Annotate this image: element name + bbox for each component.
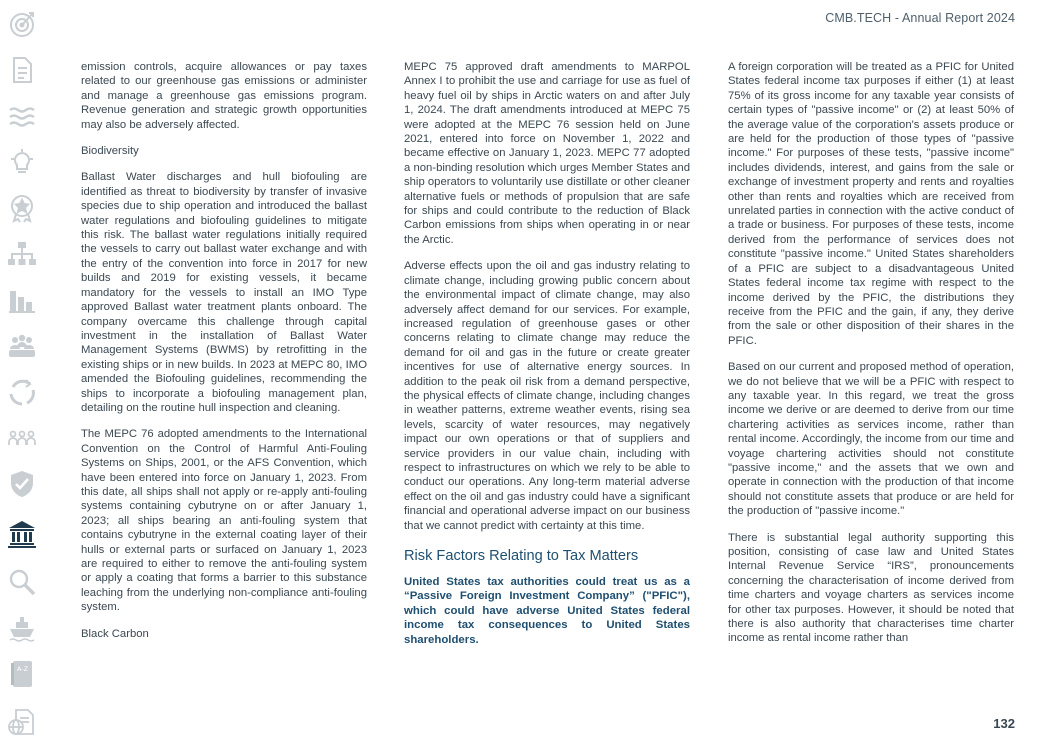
paragraph-oil-gas-climate: Adverse effects upon the oil and gas industry relating to climate change, including growing public concern about the environmental impact of climate change, may also adversely affect demand for our services. For example, increased regulation of greenhouse gases or other concerns relating to climate change may reduce the demand for oil and gas in the future or create greater incentives for use of alternative energy sources. In addition to the peak oil risk from a demand perspective, the physical effects of climate change, including changes in weather patterns, extreme weather events, rising sea levels, scarcity of water resources, may negatively impact our own operations or that of suppliers and service providers in our value chain, including with respect to infrastructures on which we rely to be able to conduct our operations. Any long-term material adverse effect on the oil and gas industry could have a significant financial and operational adverse impact on our business that we cannot predict with certainty at this time. [404,260,690,532]
award-star-icon[interactable] [6,192,38,224]
document-icon[interactable] [6,54,38,86]
sidebar-nav [0,0,44,755]
shield-check-icon[interactable] [6,468,38,500]
web-document-icon[interactable] [6,706,38,738]
paragraph-mepc-76-afs: The MEPC 76 adopted amendments to the International Convention on the Control of Harmful Anti-Fouling Systems on Ships, 2001, or the AFS Convention, which have been entered into force on January 1, 2023. From this date, all ships shall not apply or re-apply anti-fouling systems containing cybutryne on or after January 1, 2023; all ships bearing an anti-fouling system that contains cybutryne in the external coating layer of their hulls or external parts or surfaced on January 1, 2023 are required to either to remove the anti-fouling system or apply a coating that forms a barrier to this substance leaching from the underlying non-compliance anti-fouling system. [81,428,367,614]
page-number: 132 [993,716,1015,731]
subheading-black-carbon: Black Carbon [81,627,149,640]
bank-icon[interactable] [6,518,38,550]
bar-chart-icon[interactable] [6,284,38,316]
subheading-biodiversity: Biodiversity [81,145,139,158]
team-icon[interactable] [6,422,38,454]
text-column-left [81,60,367,653]
recycle-globe-icon[interactable] [6,376,38,408]
risk-statement-pfic: United States tax authorities could treat us as a “Passive Foreign Investment Company” ("PFIC"), which could have adverse United States federal income tax consequences to United States shareholders. [404,576,690,646]
paragraph-ballast-water: Ballast Water discharges and hull biofouling are identified as threat to biodiversity by transfer of invasive species due to ship operation and introduced the ballast water regulations and biofouling guidelines to mitigate this risk. The ballast water regulations initially required the vessels to carry out ballast water exchange and with the entry of the convention into force in 2017 for new builds and 2019 for existing vessels, it became mandatory for the vessels to install an IMO Type approved Ballast water treatment plants onboard. The company overcame this challenge through capital investment in the installation of Ballast Water Management Systems (BWMS) by retrofitting in the existing ships or in new builds. In 2023 at MEPC 80, IMO amended the Biofouling guidelines, recommending the ships to incorporate a biofouling management plan, detailing on the routine hull inspection and cleaning. [81,171,367,414]
text-column-right [728,60,1014,658]
paragraph-pfic-definition: A foreign corporation will be treated as a PFIC for United States federal income tax purposes if either (1) at least 75% of its gross income for any taxable year consists of certain types of "passive income" or (2) at least 50% of the average value of the corporation's assets produce or are held for the production of those types of "passive income." For purposes of these tests, "passive income" includes dividends, interest, and gains from the sale or exchange of investment property and rents and royalties other than rents and royalties which are received from unrelated parties in connection with the active conduct of a trade or business. For purposes of these tests, income derived from the performance of services does not constitute "passive income." United States shareholders of a PFIC are subject to a disadvantageous United States federal income tax regime with respect to the income derived by the PFIC, the distributions they receive from the PFIC and the gain, if any, they derive from the sale or other disposition of their shares in the PFIC. [728,61,1014,347]
text-column-middle [404,60,690,659]
glossary-az-icon[interactable] [6,658,38,690]
svg-text:A-Z: A-Z [16,665,29,673]
ship-icon[interactable] [6,612,38,644]
waves-icon[interactable] [6,100,38,132]
org-chart-icon[interactable] [6,238,38,270]
paragraph-emission-controls: emission controls, acquire allowances or pay taxes related to our greenhouse gas emissions or administer and manage a greenhouse gas emissions program. Revenue generation and strategic growth opportunities may also be adversely affected. [81,61,367,131]
paragraph-pfic-operation: Based on our current and proposed method of operation, we do not believe that we will be a PFIC with respect to any taxable year. In this regard, we treat the gross income we derive or are deemed to derive from our time chartering activities as services income, rather than rental income. Accordingly, the income from our time and voyage chartering activities should not constitute "passive income," and the assets that we own and operate in connection with the production of that income should not constitute assets that produce or are held for the production of "passive income." [728,361,1014,518]
paragraph-mepc-75-marpol: MEPC 75 approved draft amendments to MARPOL Annex I to prohibit the use and carriage for use as fuel of heavy fuel oil by ships in Arctic waters on and after July 1, 2024. The draft amendments introduced at MEPC 75 were adopted at the MEPC 76 session held on June 2021, entered into force on November 1, 2022 and became effective on January 1, 2023. MEPC 77 adopted a non-binding resolution which urges Member States and ship operators to voluntarily use distillate or other cleaner alternative fuels or methods of propulsion that are safe for ships and could contribute to the reduction of Black Carbon emissions from ships when operating in or near the Arctic. [404,61,690,246]
paragraph-legal-authority: There is substantial legal authority supporting this position, consisting of case law and United States Internal Revenue Service “IRS”, pronouncements concerning the characterisation of income derived from time charters and voyage charters as services income for other tax purposes. However, it should be noted that there is also authority that characterises time charter income as rental income rather than [728,531,1014,645]
people-group-icon[interactable] [6,330,38,362]
target-icon[interactable] [6,8,38,40]
magnifier-icon[interactable] [6,566,38,598]
lightbulb-icon[interactable] [6,146,38,178]
section-heading-tax-risk: Risk Factors Relating to Tax Matters [404,548,639,564]
report-header-title: CMB.TECH - Annual Report 2024 [825,11,1015,25]
